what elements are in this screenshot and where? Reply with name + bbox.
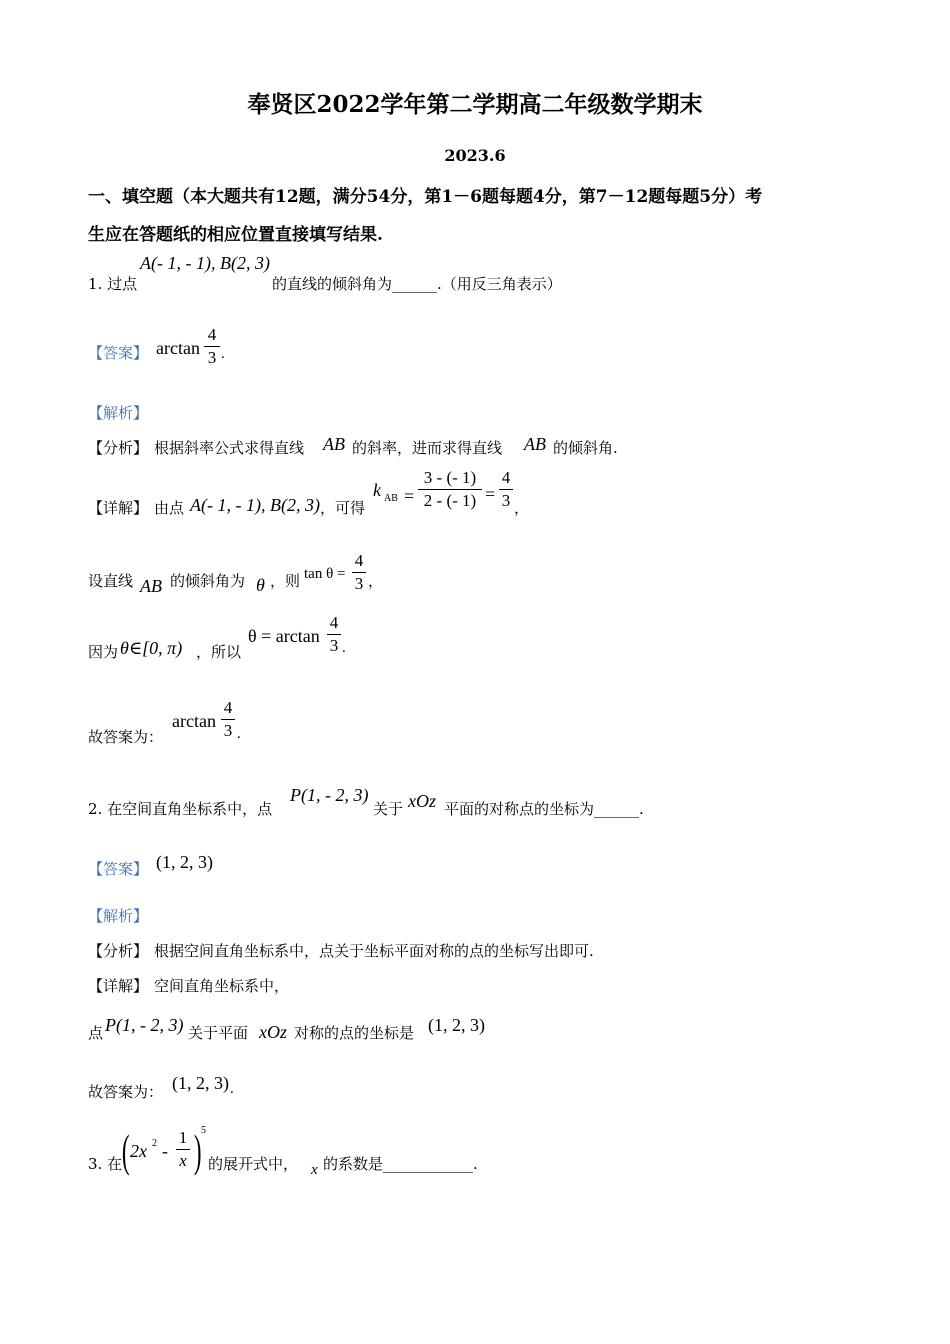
q1-answer-func: arctan bbox=[156, 338, 200, 358]
q1-points: A(- 1, - 1), B(2, 3) bbox=[140, 253, 270, 273]
q2-line-point: P(1, - 2, 3) bbox=[105, 1015, 184, 1035]
q1-line3-b: 的倾斜角为 bbox=[170, 572, 246, 590]
q1-detail-points: A(- 1, - 1), B(2, 3) bbox=[190, 495, 320, 515]
q3-expr-minus: - bbox=[162, 1141, 168, 1161]
q2-mid: 关于 bbox=[373, 800, 404, 818]
q3-expr-numerator: 1 bbox=[178, 1128, 188, 1147]
q1-answer-denominator: 3 bbox=[207, 348, 217, 367]
q2-answer-label: 【答案】 bbox=[88, 860, 149, 878]
q3-var: x bbox=[311, 1162, 318, 1178]
q2-line-result: (1, 2, 3) bbox=[428, 1015, 485, 1035]
q1-k-subscript: AB bbox=[384, 493, 398, 504]
q3-expr-term: 2x bbox=[130, 1141, 147, 1161]
q1-line4-end: . bbox=[342, 640, 346, 656]
q2-answer: (1, 2, 3) bbox=[156, 852, 213, 872]
q3-right-paren: ) bbox=[193, 1125, 202, 1176]
q1-line5-end: . bbox=[237, 726, 241, 742]
q2-final-result: (1, 2, 3) bbox=[172, 1073, 229, 1093]
q1-line4-fraction bbox=[327, 613, 341, 656]
q1-fenxi-b: 的斜率，进而求得直线 bbox=[352, 439, 503, 457]
q1-line4-denominator: 3 bbox=[329, 636, 339, 655]
q2-analysis-label: 【解析】 bbox=[88, 907, 149, 925]
q2-prefix: 2. 在空间直角坐标系中，点 bbox=[88, 800, 273, 818]
q3-suffix: 的系数是____________. bbox=[323, 1155, 478, 1173]
q1-eq2: = bbox=[485, 484, 496, 504]
q1-line5-denominator: 3 bbox=[223, 721, 233, 740]
q2-point: P(1, - 2, 3) bbox=[290, 785, 369, 805]
q1-answer-numerator: 4 bbox=[207, 325, 217, 344]
q3-mid: 的展开式中， bbox=[208, 1155, 299, 1173]
q1-k-result-fraction bbox=[499, 468, 513, 511]
q2-detail: 空间直角坐标系中， bbox=[154, 977, 290, 995]
section-heading-line1: 一、填空题（本大题共有12题，满分54分，第1－6题每题4分，第7－12题每题5分）考 bbox=[88, 187, 763, 207]
q2-final-end: . bbox=[230, 1081, 234, 1097]
q3-prefix: 3. 在 bbox=[88, 1155, 123, 1173]
q1-k-result-denominator: 3 bbox=[501, 491, 511, 510]
q1-line4-expr: θ = arctan bbox=[248, 626, 320, 646]
q1-tan-numerator: 4 bbox=[354, 551, 364, 570]
q2-line-a: 点 bbox=[88, 1024, 104, 1042]
q1-detail-comma: ， bbox=[514, 499, 530, 517]
q1-answer-fraction bbox=[204, 325, 220, 368]
q1-line5-numerator: 4 bbox=[223, 698, 233, 717]
q2-fenxi: 根据空间直角坐标系中，点关于坐标平面对称的点的坐标写出即可. bbox=[154, 942, 594, 960]
q2-line-c: 对称的点的坐标是 bbox=[294, 1024, 415, 1042]
q2-detail-label: 【详解】 bbox=[88, 977, 149, 995]
q3-expr-fraction bbox=[176, 1128, 190, 1171]
q1-line5-a: 故答案为： bbox=[88, 728, 164, 746]
q1-detail-label: 【详解】 bbox=[88, 499, 149, 517]
q1-eq1: = bbox=[404, 486, 415, 506]
q3-left-paren: ( bbox=[121, 1125, 130, 1176]
q2-suffix: 平面的对称点的坐标为______. bbox=[444, 800, 644, 818]
q1-line4-numerator: 4 bbox=[329, 613, 339, 632]
q1-prefix: 1. 过点 bbox=[88, 275, 138, 293]
q2-final-a: 故答案为： bbox=[88, 1083, 164, 1101]
document-title: 奉贤区2022学年第二学期高二年级数学期末 bbox=[247, 91, 703, 118]
q1-k-result-numerator: 4 bbox=[501, 468, 511, 487]
q3-expr-power: 5 bbox=[201, 1125, 206, 1136]
section-heading-line2: 生应在答题纸的相应位置直接填写结果. bbox=[88, 225, 383, 245]
q2-plane: xOz bbox=[408, 791, 436, 811]
q1-line4-b: ，所以 bbox=[196, 643, 242, 661]
q1-answer-label: 【答案】 bbox=[88, 344, 149, 362]
q1-fenxi-a: 根据斜率公式求得直线 bbox=[154, 439, 305, 457]
q2-line-b: 关于平面 bbox=[188, 1024, 249, 1042]
q1-line4-range: θ∈[0, π) bbox=[120, 638, 183, 658]
q1-k-symbol: k bbox=[373, 480, 381, 500]
q1-line5-expr: arctan bbox=[172, 711, 216, 731]
q1-fenxi-c: 的倾斜角. bbox=[553, 439, 618, 457]
q1-fenxi-ab2: AB bbox=[524, 434, 546, 454]
q2-line-plane: xOz bbox=[259, 1022, 287, 1042]
q3-expr-denominator: x bbox=[179, 1151, 187, 1170]
q1-tan-expr: tan θ = bbox=[304, 566, 346, 582]
q1-line3-end: ， bbox=[368, 572, 384, 590]
q1-line5-fraction bbox=[221, 698, 235, 741]
q1-line3-c: ，则 bbox=[270, 572, 301, 590]
q1-fenxi-label: 【分析】 bbox=[88, 439, 149, 457]
q1-tan-fraction bbox=[352, 551, 366, 594]
q1-line3-ab: AB bbox=[140, 576, 162, 596]
q1-k-fraction bbox=[418, 468, 482, 511]
q1-line3-theta: θ bbox=[256, 575, 265, 595]
q1-detail-a: 由点 bbox=[154, 499, 185, 517]
q1-k-numerator: 3 - (- 1) bbox=[423, 468, 477, 487]
q1-answer-end: . bbox=[221, 346, 225, 362]
q3-expr-square: 2 bbox=[152, 1138, 157, 1149]
q1-detail-b: ，可得 bbox=[320, 499, 366, 517]
q1-tan-denominator: 3 bbox=[354, 574, 364, 593]
q1-line4-a: 因为 bbox=[88, 643, 119, 661]
q1-suffix: 的直线的倾斜角为______.（用反三角表示） bbox=[272, 275, 562, 293]
exam-date: 2023.6 bbox=[444, 146, 506, 165]
q2-fenxi-label: 【分析】 bbox=[88, 942, 149, 960]
q1-k-denominator: 2 - (- 1) bbox=[423, 491, 477, 510]
q1-analysis-label: 【解析】 bbox=[88, 404, 149, 422]
q1-fenxi-ab1: AB bbox=[323, 434, 345, 454]
q1-line3-a: 设直线 bbox=[88, 572, 134, 590]
